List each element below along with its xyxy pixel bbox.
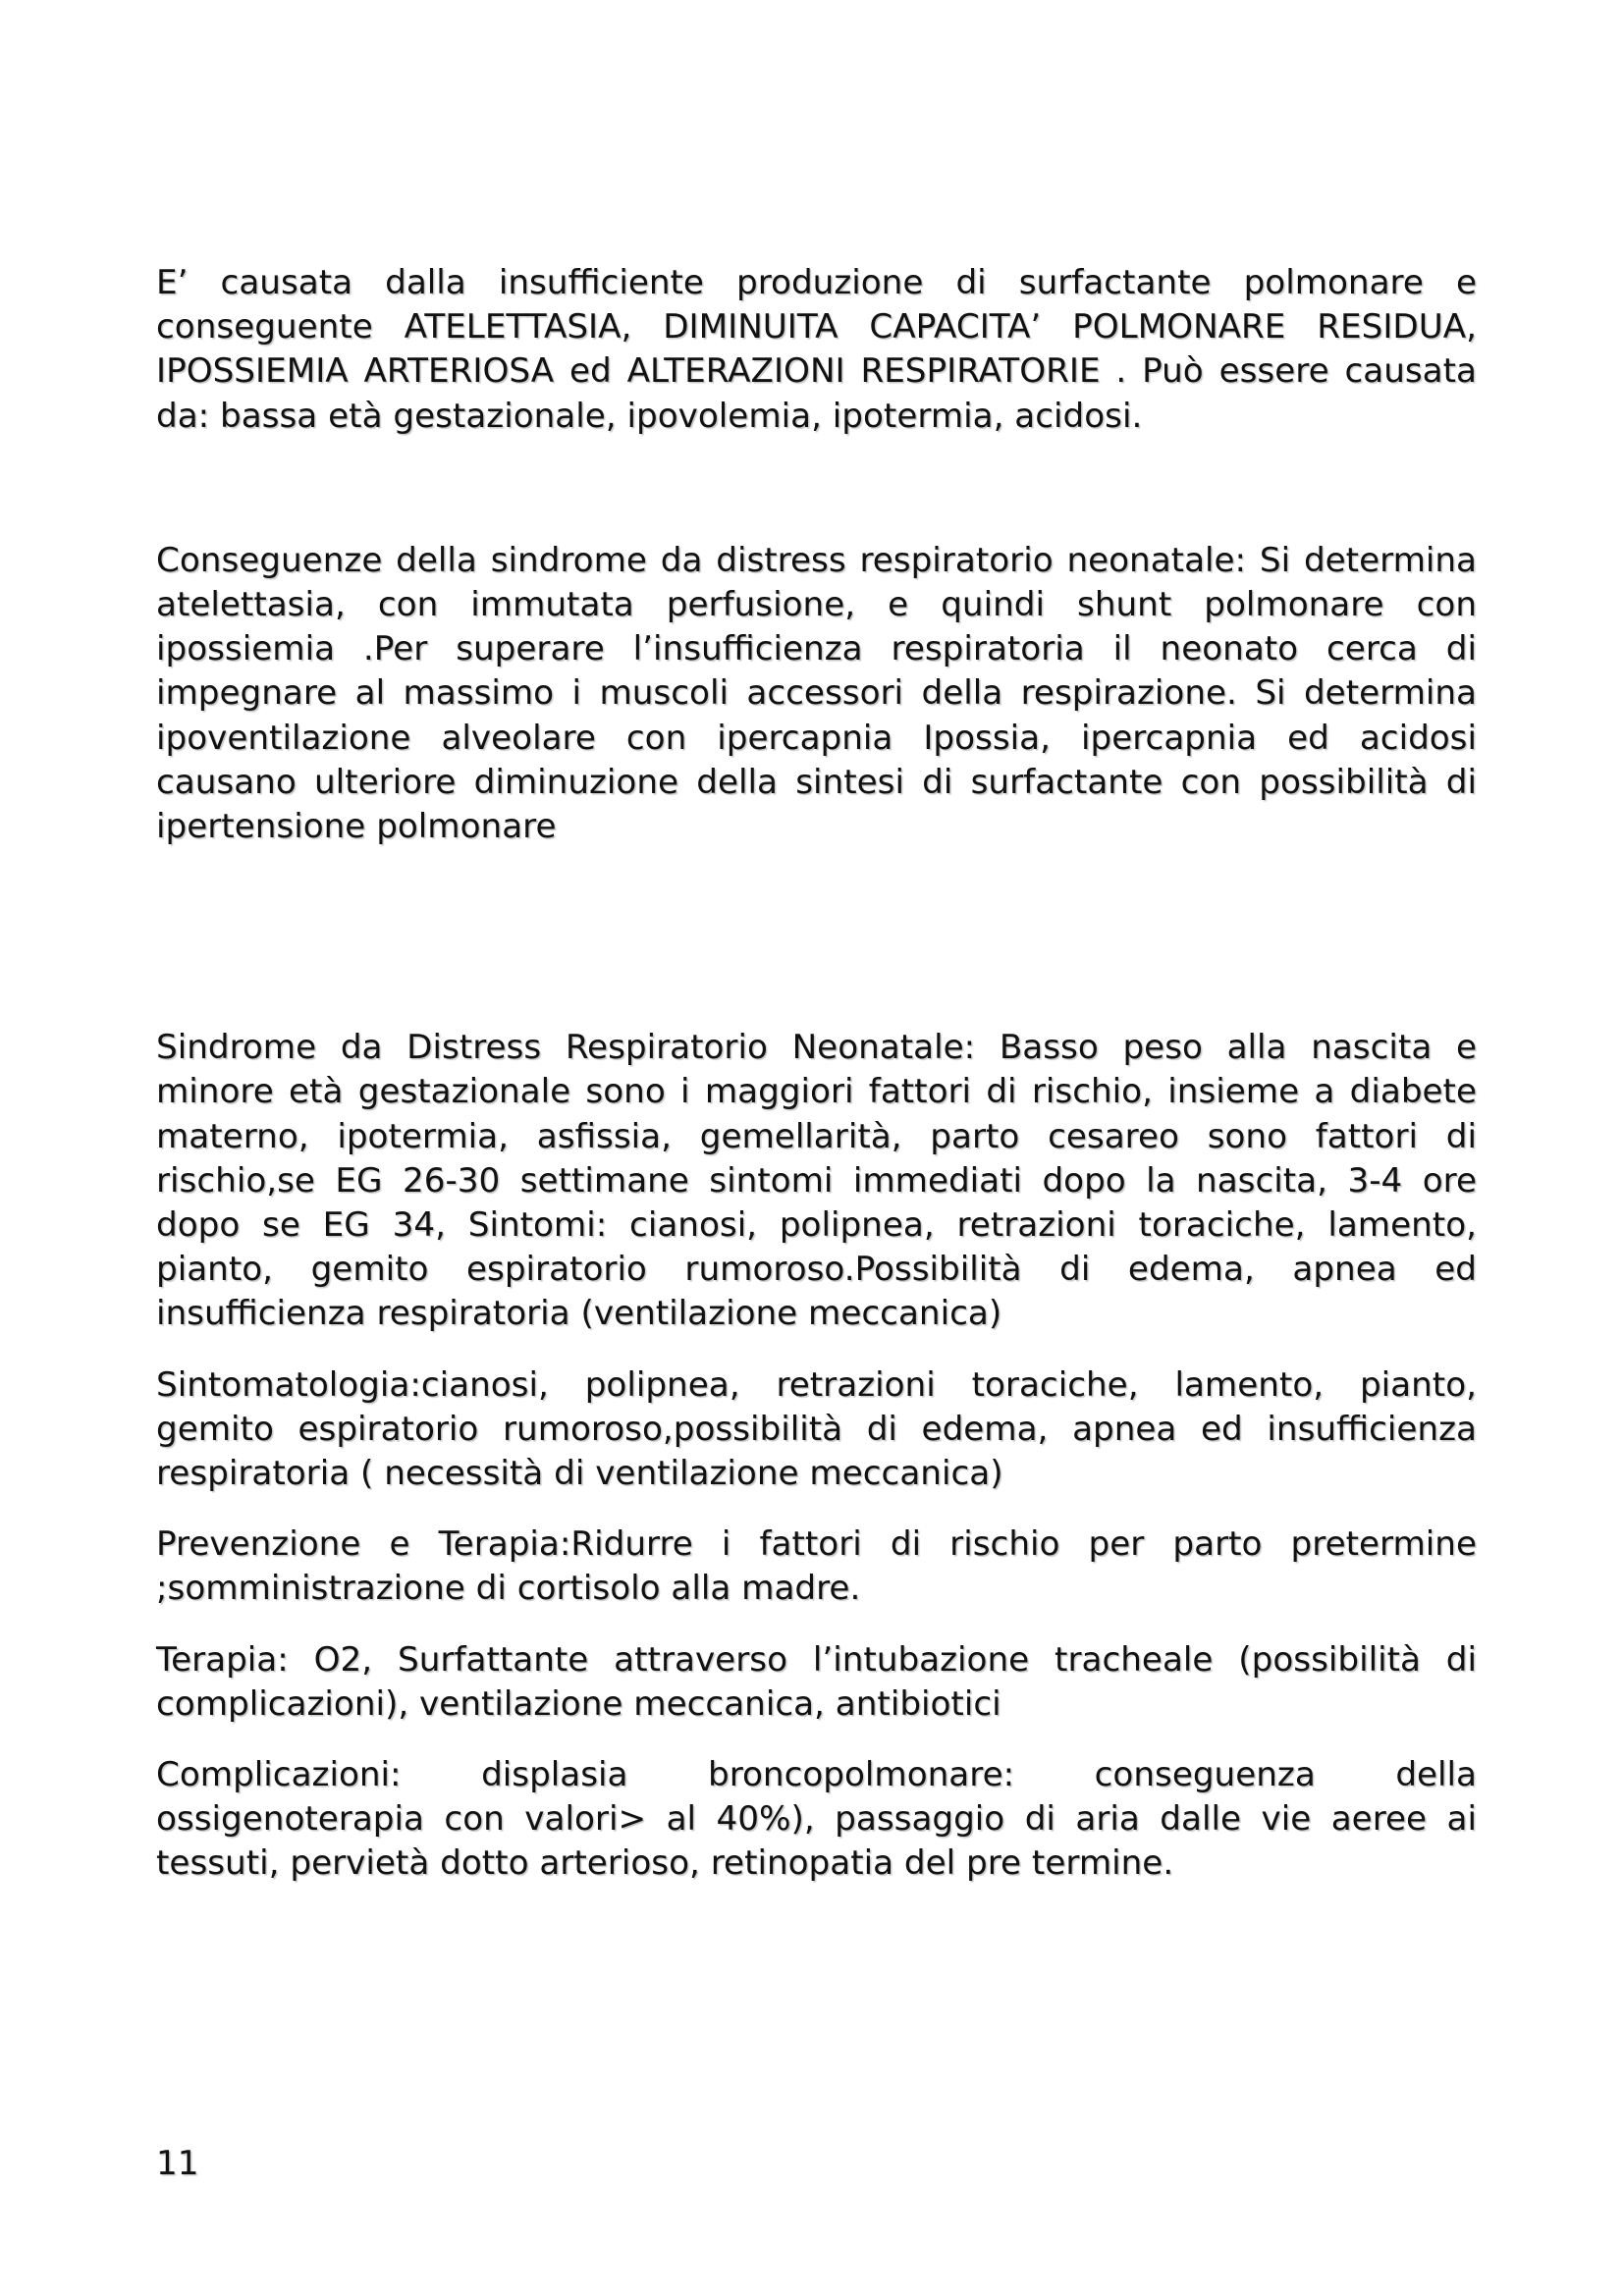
paragraph-consequences: Conseguenze della sindrome da distress respiratorio neonatale: Si determina atelettasia, con immutata perfusione, e quindi shunt polmonare con ipossiemia .Per superare l’insufficienza respiratoria il neonato cerca di impegnare al massimo i muscoli accessori della respirazione. Si determina ipoventilazione alveolare con ipercapnia Ipossia, ipercapnia ed acidosi causano ulteriore diminuzione della sintesi di surfactante con possibilità di ipertensione polmonare xyxy=(156,540,1477,847)
paragraph-prevention: Prevenzione e Terapia:Ridurre i fattori di rischio per parto pretermine ;somministrazione di cortisolo alla madre. xyxy=(156,1524,1477,1609)
page-body xyxy=(156,261,1477,1887)
page-number: 11 xyxy=(156,2144,199,2183)
paragraph-syndrome-risk-factors: Sindrome da Distress Respiratorio Neonatale: Basso peso alla nascita e minore età gestazionale sono i maggiori fattori di rischio, insieme a diabete materno, ipotermia, asfissia, gemellarità, parto cesareo sono fattori di rischio,se EG 26-30 settimane sintomi immediati dopo la nascita, 3-4 ore dopo se EG 34, Sintomi: cianosi, polipnea, retrazioni toraciche, lamento, pianto, gemito espiratorio rumoroso.Possibilità di edema, apnea ed insufficienza respiratoria (ventilazione meccanica) xyxy=(156,1028,1477,1334)
paragraph-therapy: Terapia: O2, Surfattante attraverso l’intubazione tracheale (possibilità di complicazioni), ventilazione meccanica, antibiotici xyxy=(156,1639,1477,1724)
paragraph-symptomatology: Sintomatologia:cianosi, polipnea, retrazioni toraciche, lamento, pianto, gemito espiratorio rumoroso,possibilità di edema, apnea ed insufficienza respiratoria ( necessità di ventilazione meccanica) xyxy=(156,1364,1477,1494)
paragraph-complications: Complicazioni: displasia broncopolmonare: conseguenza della ossigenoterapia con valori> al 40%), passaggio di aria dalle vie aeree ai tessuti, pervietà dotto arterioso, retinopatia del pre termine. xyxy=(156,1755,1477,1884)
paragraph-cause: E’ causata dalla insufficiente produzione di surfactante polmonare e conseguente ATELETTASIA, DIMINUITA CAPACITA’ POLMONARE RESIDUA, IPOSSIEMIA ARTERIOSA ed ALTERAZIONI RESPIRATORIE . Può essere causata da: bassa età gestazionale, ipovolemia, ipotermia, acidosi. xyxy=(156,263,1477,436)
